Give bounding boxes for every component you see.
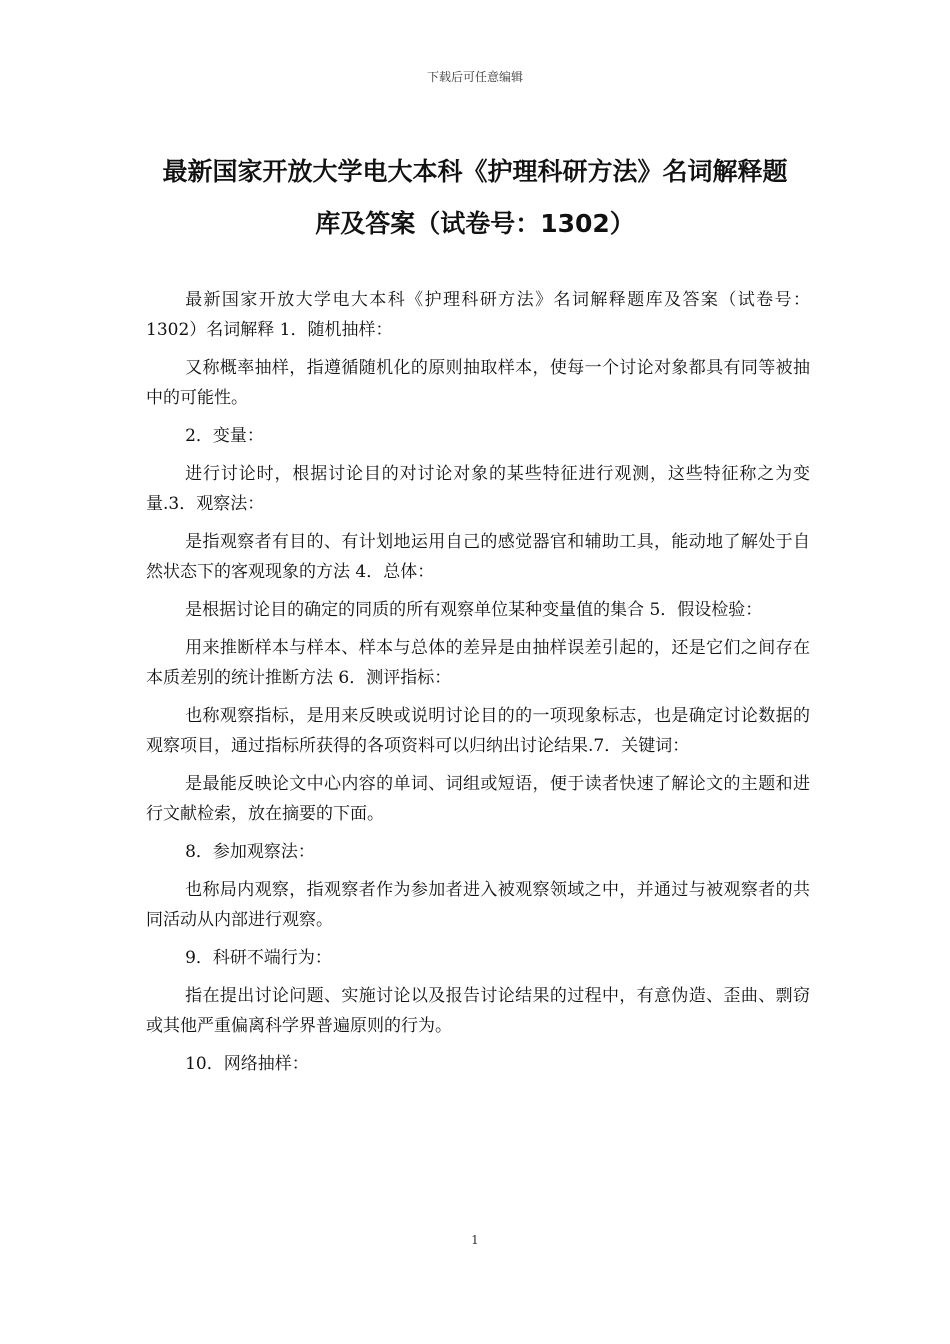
paragraph: 8．参加观察法： [185, 842, 315, 862]
paragraph: 最新国家开放大学电大本科《护理科研方法》名词解释题库及答案（试卷号：1302）名词解释 1．随机抽样： [146, 290, 810, 340]
paragraph: 也称局内观察，指观察者作为参加者进入被观察领域之中，并通过与被观察者的共同活动从内部进行观察。 [146, 880, 810, 930]
paragraph: 是根据讨论目的确定的同质的所有观察单位某种变量值的集合 5．假设检验： [185, 600, 763, 620]
page-number: 1 [471, 1233, 479, 1247]
paragraph: 2．变量： [185, 426, 264, 446]
paragraph: 是指观察者有目的、有计划地运用自己的感觉器官和辅助工具，能动地了解处于自然状态下的客观现象的方法 4．总体： [146, 532, 810, 582]
paragraph: 又称概率抽样，指遵循随机化的原则抽取样本，使每一个讨论对象都具有同等被抽中的可能性。 [146, 358, 810, 408]
paragraph: 10．网络抽样： [185, 1054, 309, 1074]
document-title [130, 146, 820, 250]
title-line-2: 库及答案（试卷号：1302） [315, 209, 635, 238]
paragraph: 是最能反映论文中心内容的单词、词组或短语，便于读者快速了解论文的主题和进行文献检索，放在摘要的下面。 [146, 774, 810, 824]
page-header: 下载后可任意编辑 [426, 70, 523, 84]
title-line-1: 最新国家开放大学电大本科《护理科研方法》名词解释题 [162, 157, 788, 186]
paragraph: 9．科研不端行为： [185, 948, 332, 968]
paragraph: 指在提出讨论问题、实施讨论以及报告讨论结果的过程中，有意伪造、歪曲、剽窃或其他严重偏离科学界普遍原则的行为。 [146, 986, 810, 1036]
document-body [146, 285, 810, 1087]
paragraph: 也称观察指标，是用来反映或说明讨论目的的一项现象标志，也是确定讨论数据的观察项目，通过指标所获得的各项资料可以归纳出讨论结果.7．关键词： [146, 706, 810, 756]
paragraph: 用来推断样本与样本、样本与总体的差异是由抽样误差引起的，还是它们之间存在本质差别的统计推断方法 6．测评指标： [146, 638, 810, 688]
paragraph: 进行讨论时，根据讨论目的对讨论对象的某些特征进行观测，这些特征称之为变量.3．观察法： [146, 464, 810, 514]
